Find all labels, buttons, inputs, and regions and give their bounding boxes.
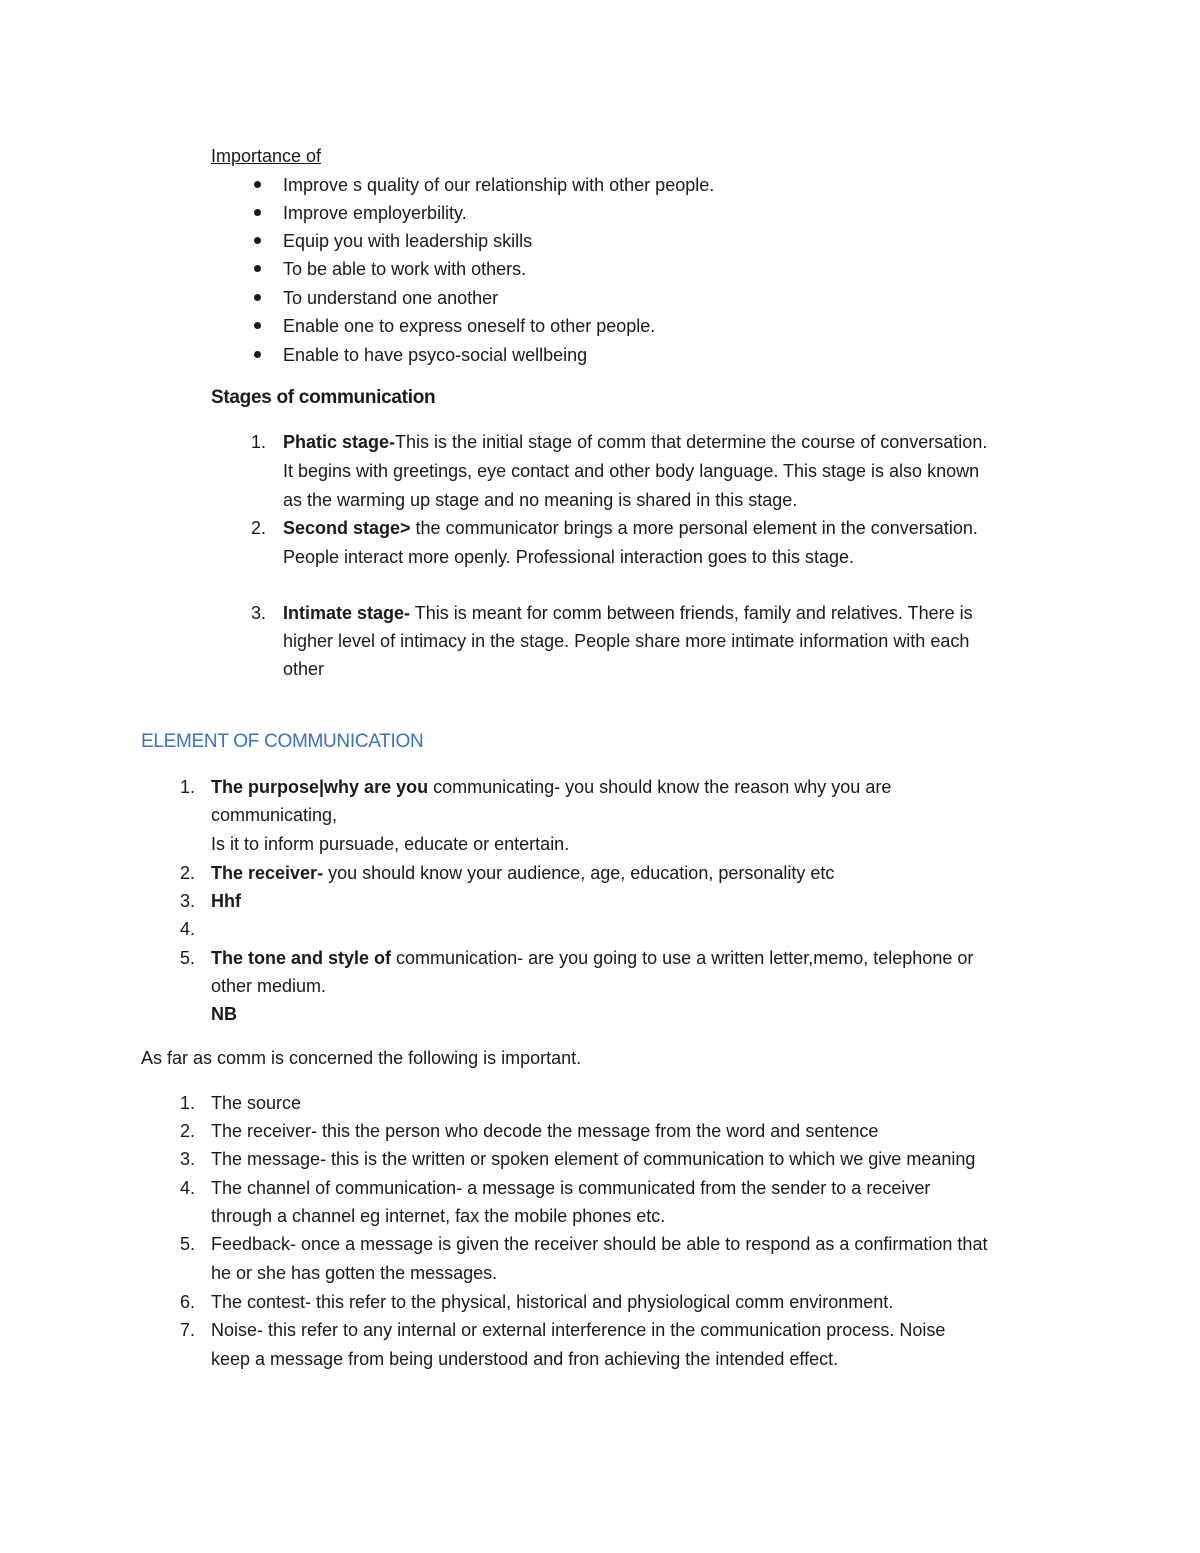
list-item: To be able to work with others. [283,259,527,279]
list-number: 2. [179,863,195,883]
list-item-continuation: as the warming up stage and no meaning is shared in this stage. [283,490,798,510]
list-item: Improve employerbility. [283,203,467,223]
list-number: 5. [179,948,195,968]
list-number: 1. [179,1093,195,1113]
list-item: To understand one another [283,288,499,308]
list-item: The message- this is the written or spoken element of communication to which we give meaning [211,1149,976,1169]
list-number: 1. [250,432,266,452]
list-item: Enable to have psyco-social wellbeing [283,345,588,365]
list-item-continuation: he or she has gotten the messages. [211,1263,498,1283]
list-item: The contest- this refer to the physical, historical and physiological comm environment. [211,1292,894,1312]
list-item: Equip you with leadership skills [283,231,533,251]
list-item: Noise- this refer to any internal or external interference in the communication process. Noise [211,1320,946,1340]
list-item [283,431,987,453]
stage-title: Intimate stage- [283,603,411,623]
list-item [211,776,891,798]
list-item: Hhf [211,891,241,911]
list-number: 1. [179,777,195,797]
list-item-continuation: People interact more openly. Professional interaction goes to this stage. [283,547,854,567]
element-title: The purpose|why are you [211,777,429,797]
stage-text: This is meant for comm between friends, family and relatives. There is [410,603,973,623]
list-number: 7. [179,1320,195,1340]
list-number: 3. [250,603,266,623]
list-item [283,602,973,624]
list-item-continuation: Is it to inform pursuade, educate or entertain. [211,834,570,854]
list-number: 4. [179,919,195,939]
stage-title: Phatic stage- [283,432,396,452]
list-number: 2. [250,518,266,538]
bullet-icon [254,209,261,216]
importance-title: Importance of [211,146,322,166]
list-item-continuation: It begins with greetings, eye contact and other body language. This stage is also known [283,461,980,481]
list-number: 4. [179,1178,195,1198]
list-number: 3. [179,891,195,911]
list-item-continuation: keep a message from being understood and fron achieving the intended effect. [211,1349,839,1369]
list-item: The channel of communication- a message is communicated from the sender to a receiver [211,1178,931,1198]
stage-text: This is the initial stage of comm that determine the course of conversation. [395,432,988,452]
list-item: The receiver- this the person who decode the message from the word and sentence [211,1121,879,1141]
important-intro: As far as comm is concerned the following is important. [141,1048,582,1068]
stage-text: the communicator brings a more personal element in the conversation. [410,518,978,538]
list-item [283,517,978,539]
element-text: communication- are you going to use a written letter,memo, telephone or [391,948,974,968]
bullet-icon [254,322,261,329]
elements-heading: ELEMENT OF COMMUNICATION [141,731,424,752]
bullet-icon [254,294,261,301]
bullet-icon [254,351,261,358]
element-text: you should know your audience, age, education, personality etc [323,863,835,883]
list-item-continuation: higher level of intimacy in the stage. People share more intimate information with each [283,631,970,651]
bullet-icon [254,237,261,244]
list-number: 6. [179,1292,195,1312]
list-item: The source [211,1093,302,1113]
list-number: 2. [179,1121,195,1141]
note-label: NB [211,1004,237,1024]
stages-heading: Stages of communication [211,387,436,408]
list-item-continuation: through a channel eg internet, fax the mobile phones etc. [211,1206,666,1226]
list-item-continuation: other medium. [211,976,327,996]
list-item [211,862,834,884]
list-number: 5. [179,1234,195,1254]
element-text: communicating- you should know the reason why you are [428,777,892,797]
bullet-icon [254,265,261,272]
list-item-continuation: communicating, [211,805,338,825]
list-item: Enable one to express oneself to other people. [283,316,656,336]
list-number: 3. [179,1149,195,1169]
element-title: The tone and style of [211,948,392,968]
list-item [211,947,973,969]
list-item: Feedback- once a message is given the receiver should be able to respond as a confirmation that [211,1234,988,1254]
stage-title: Second stage> [283,518,411,538]
list-item: Improve s quality of our relationship with other people. [283,175,715,195]
element-title: The receiver- [211,863,324,883]
bullet-icon [254,181,261,188]
list-item-continuation: other [283,659,325,679]
